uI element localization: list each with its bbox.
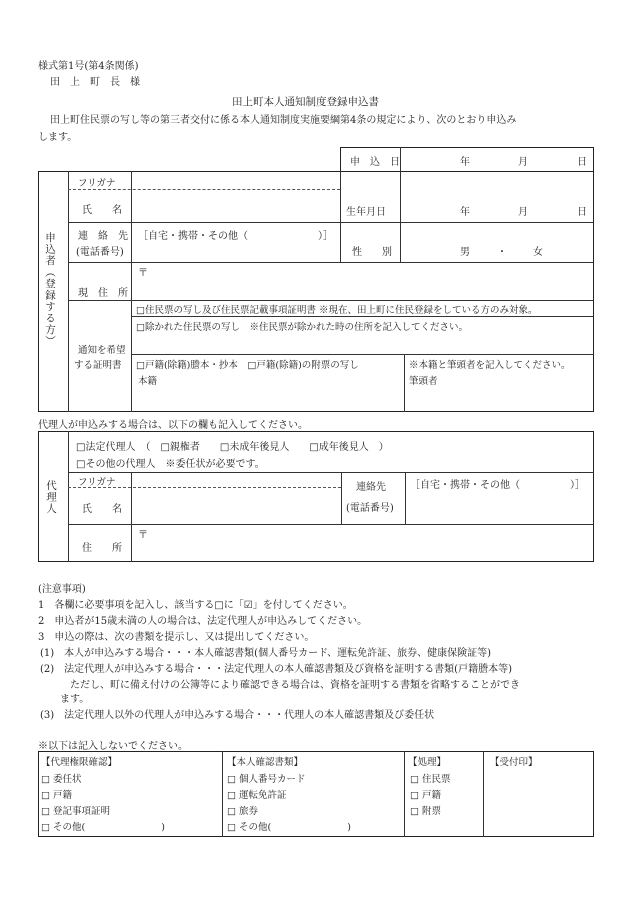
honseki-label: 本籍 bbox=[138, 376, 158, 387]
date-day[interactable]: 日 bbox=[577, 157, 587, 168]
contact-options[interactable]: ［自宅・携帯・その他（ ）］ bbox=[138, 231, 333, 242]
birth-year[interactable]: 年 bbox=[460, 207, 470, 218]
agent-type-other[interactable]: □その他の代理人 ※委任状が必要です。 bbox=[76, 459, 265, 470]
contact-label: 連 絡 先 bbox=[78, 231, 128, 242]
intro-text: 田上町住民票の写し等の第三者交付に係る本人通知制度実施要綱第4条の規定により、次のとおり申込み bbox=[50, 115, 517, 126]
proxy-check-item[interactable]: □ 登記事項証明 bbox=[41, 806, 110, 817]
cert-label: 通知を希望 bbox=[78, 345, 126, 356]
name-label: 氏 名 bbox=[82, 205, 122, 216]
head-of-family-label: 筆頭者 bbox=[409, 376, 438, 387]
notes-heading: (注意事項) bbox=[38, 584, 86, 595]
note-item: 2 申込者が15歳未満の人の場合は、法定代理人が申込みしてください。 bbox=[38, 616, 368, 627]
birth-day[interactable]: 日 bbox=[577, 207, 587, 218]
proxy-check-item[interactable]: □ 戸籍 bbox=[41, 790, 72, 801]
cert-option-resident[interactable]: □住民票の写し及び住民票記載事項証明書 ※現在、田上町に住民登録をしている方のみ対象。 bbox=[136, 305, 538, 316]
id-check-item[interactable]: □ 個人番号カード bbox=[227, 774, 306, 785]
date-month[interactable]: 月 bbox=[518, 157, 528, 168]
office-use-notice: ※以下は記入しないでください。 bbox=[38, 741, 188, 752]
id-check-item[interactable]: □ 運転免許証 bbox=[227, 790, 287, 801]
postal-mark: 〒 bbox=[138, 268, 148, 279]
address-label: 現 住 所 bbox=[78, 288, 128, 299]
agent-postal-mark: 〒 bbox=[138, 530, 148, 541]
furigana-label: フリガナ bbox=[78, 178, 116, 189]
id-check-header: 【本人確認書類】 bbox=[227, 757, 304, 768]
addressee: 田 上 町 長 様 bbox=[50, 77, 140, 88]
process-item[interactable]: □ 戸籍 bbox=[410, 790, 441, 801]
agent-contact-label-sub: (電話番号) bbox=[346, 503, 394, 514]
process-header: 【処理】 bbox=[408, 757, 447, 768]
gender-male-option[interactable]: 男 bbox=[460, 247, 470, 258]
cert-option-removed[interactable]: □除かれた住民票の写し ※住民票が除かれた時の住所を記入してください。 bbox=[136, 322, 468, 333]
note-item: (1) 本人が申込みする場合・・・本人確認書類(個人番号カード、運転免許証、旅券、健康保険証等) bbox=[40, 648, 492, 659]
agent-contact-label: 連絡先 bbox=[356, 482, 386, 493]
agent-side-label: 代理人 bbox=[45, 480, 57, 515]
date-year[interactable]: 年 bbox=[460, 157, 470, 168]
gender-separator: ・ bbox=[497, 247, 507, 258]
gender-label: 性 別 bbox=[352, 247, 392, 258]
gender-female-option[interactable]: 女 bbox=[533, 247, 543, 258]
note-item: ただし、町に備え付けの公簿等により確認できる場合は、資格を証明する書類を省略することができ bbox=[40, 680, 520, 691]
process-item[interactable]: □ 附票 bbox=[410, 806, 441, 817]
form-number: 様式第1号(第4条関係) bbox=[38, 61, 139, 72]
intro-text-cont: します。 bbox=[38, 132, 78, 143]
id-check-item[interactable]: □ 旅券 bbox=[227, 806, 258, 817]
contact-label-sub: (電話番号) bbox=[76, 247, 124, 258]
honseki-note: ※本籍と筆頭者を記入してください。 bbox=[409, 360, 571, 371]
note-item: 1 各欄に必要事項を記入し、該当する□に「☑」を付してください。 bbox=[38, 600, 353, 611]
cert-option-koseki[interactable]: □戸籍(除籍)謄本・抄本 □戸籍(除籍)の附票の写し bbox=[136, 360, 359, 371]
proxy-check-header: 【代理権限確認】 bbox=[41, 757, 118, 768]
agent-intro: 代理人が申込みする場合は、以下の欄も記入してください。 bbox=[38, 420, 308, 431]
agent-name-label: 氏 名 bbox=[82, 504, 122, 515]
applicant-side-label: 申込者（登録する方） bbox=[44, 232, 56, 347]
proxy-check-item[interactable]: □ その他( ) bbox=[41, 822, 165, 833]
reception-stamp-header: 【受付印】 bbox=[490, 757, 538, 768]
note-item: (3) 法定代理人以外の代理人が申込みする場合・・・代理人の本人確認書類及び委任状 bbox=[40, 710, 435, 721]
agent-type-legal[interactable]: □法定代理人 （ □親権者 □未成年後見人 □成年後見人 ） bbox=[76, 442, 389, 453]
note-item: (2) 法定代理人が申込みする場合・・・法定代理人の本人確認書類及び資格を証明する書類(戸籍謄本等) bbox=[40, 664, 512, 675]
agent-contact-options[interactable]: ［自宅・携帯・その他（ ）］ bbox=[410, 480, 585, 491]
process-item[interactable]: □ 住民票 bbox=[410, 774, 451, 785]
note-item: 3 申込の際は、次の書類を提示し、又は提出してください。 bbox=[38, 632, 315, 643]
agent-address-label: 住 所 bbox=[82, 543, 122, 554]
cert-label-sub: する証明書 bbox=[74, 360, 122, 371]
note-item: ます。 bbox=[40, 694, 90, 705]
date-label: 申 込 日 bbox=[350, 157, 400, 168]
id-check-item[interactable]: □ その他( ) bbox=[227, 822, 351, 833]
agent-furigana-label: フリガナ bbox=[78, 477, 116, 488]
proxy-check-item[interactable]: □ 委任状 bbox=[41, 774, 82, 785]
birth-label: 生年月日 bbox=[346, 207, 386, 218]
birth-month[interactable]: 月 bbox=[518, 207, 528, 218]
page-title: 田上町本人通知制度登録申込書 bbox=[232, 96, 379, 108]
